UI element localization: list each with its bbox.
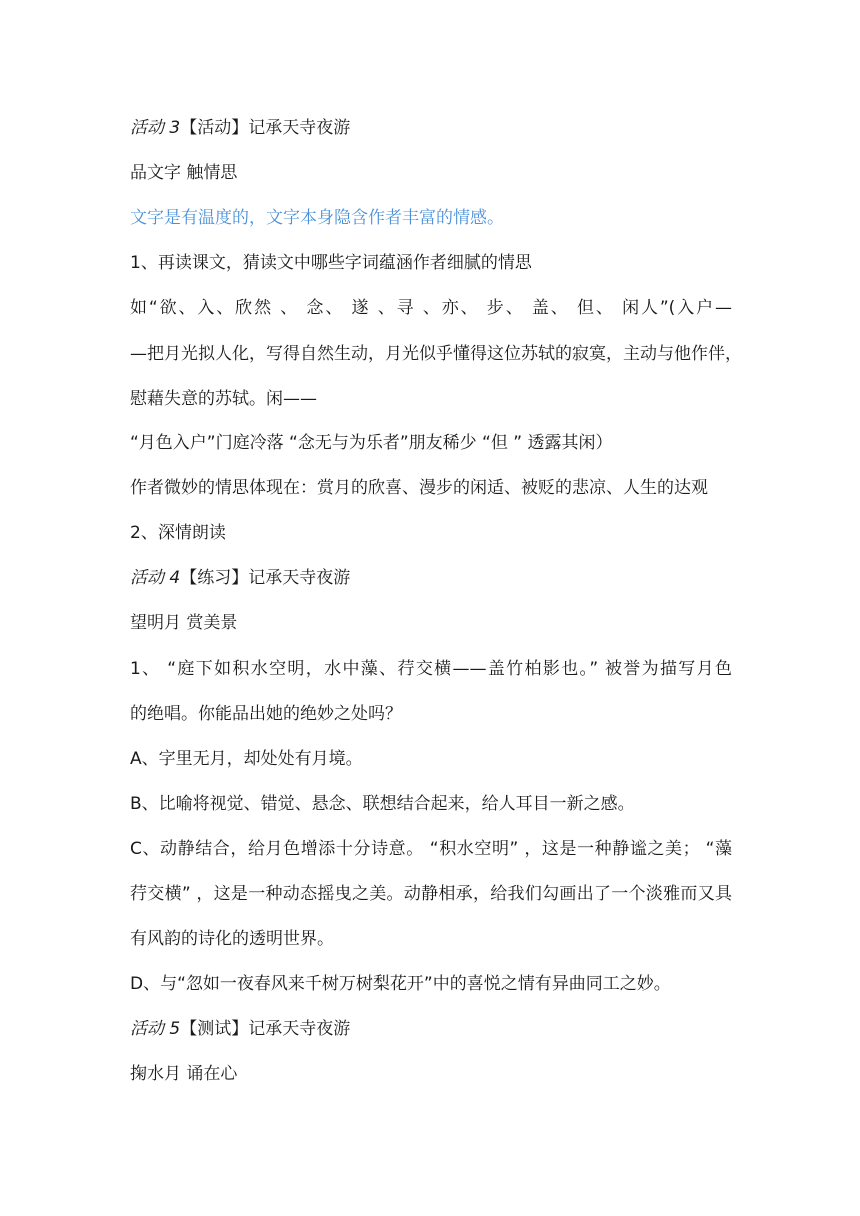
activity-5-title: 【测试】记承天寺夜游 bbox=[180, 1019, 351, 1039]
paragraph-line: 如“欲、入、欣然 、 念、 遂 、寻 、亦、 步、 盖、 但、 闲人”(入户— bbox=[130, 298, 732, 318]
activity-3-label: 活动 3 bbox=[130, 118, 181, 138]
subheading-jushuiyue: 掬水月 诵在心 bbox=[130, 1064, 238, 1084]
subheading-wangmingyue: 望明月 赏美景 bbox=[130, 613, 238, 633]
highlight-note: 文字是有温度的，文字本身隐含作者丰富的情感。 bbox=[130, 208, 504, 228]
paragraph-line: 荇交横” ，这是一种动态摇曳之美。动静相承，给我们勾画出了一个淡雅而又具 bbox=[130, 884, 732, 904]
paragraph-line: 慰藉失意的苏轼。闲—— bbox=[130, 389, 317, 409]
activity-4-label: 活动 4 bbox=[130, 568, 181, 588]
activity-3-heading bbox=[130, 117, 350, 139]
question-1: 1、再读课文，猜读文中哪些字词蕴涵作者细腻的情思 bbox=[130, 253, 532, 273]
activity-4-title: 【练习】记承天寺夜游 bbox=[180, 568, 351, 588]
paragraph-line: 1、 “庭下如积水空明，水中藻、荇交横——盖竹柏影也。” 被誉为描写月色 bbox=[130, 659, 732, 679]
activity-5-heading bbox=[130, 1018, 350, 1040]
paragraph-line: “月色入户”门庭冷落 “念无与为乐者”朋友稀少 “但 ” 透露其闲） bbox=[130, 433, 613, 453]
option-d: D、与“忽如一夜春风来千树万树梨花开”中的喜悦之情有异曲同工之妙。 bbox=[130, 974, 671, 994]
paragraph-line: 的绝唱。你能品出她的绝妙之处吗？ bbox=[130, 704, 402, 724]
activity-3-title: 【活动】记承天寺夜游 bbox=[180, 118, 351, 138]
activity-5-label: 活动 5 bbox=[130, 1019, 181, 1039]
paragraph-line: —把月光拟人化，写得自然生动，月光似乎懂得这位苏轼的寂寞，主动与他作伴， bbox=[130, 344, 742, 364]
option-a: A、字里无月，却处处有月境。 bbox=[130, 749, 363, 769]
subheading-pinwenzi: 品文字 触情思 bbox=[130, 163, 238, 183]
option-b: B、比喻将视觉、错觉、悬念、联想结合起来，给人耳目一新之感。 bbox=[130, 794, 635, 814]
activity-4-heading bbox=[130, 567, 350, 589]
paragraph-line: 作者微妙的情思体现在：赏月的欣喜、漫步的闲适、被贬的悲凉、人生的达观 bbox=[130, 478, 708, 498]
paragraph-line: 有风韵的诗化的透明世界。 bbox=[130, 929, 334, 949]
option-c: C、动静结合，给月色增添十分诗意。 “积水空明” ，这是一种静谧之美； “藻 bbox=[130, 839, 732, 859]
question-2: 2、深情朗读 bbox=[130, 523, 226, 543]
